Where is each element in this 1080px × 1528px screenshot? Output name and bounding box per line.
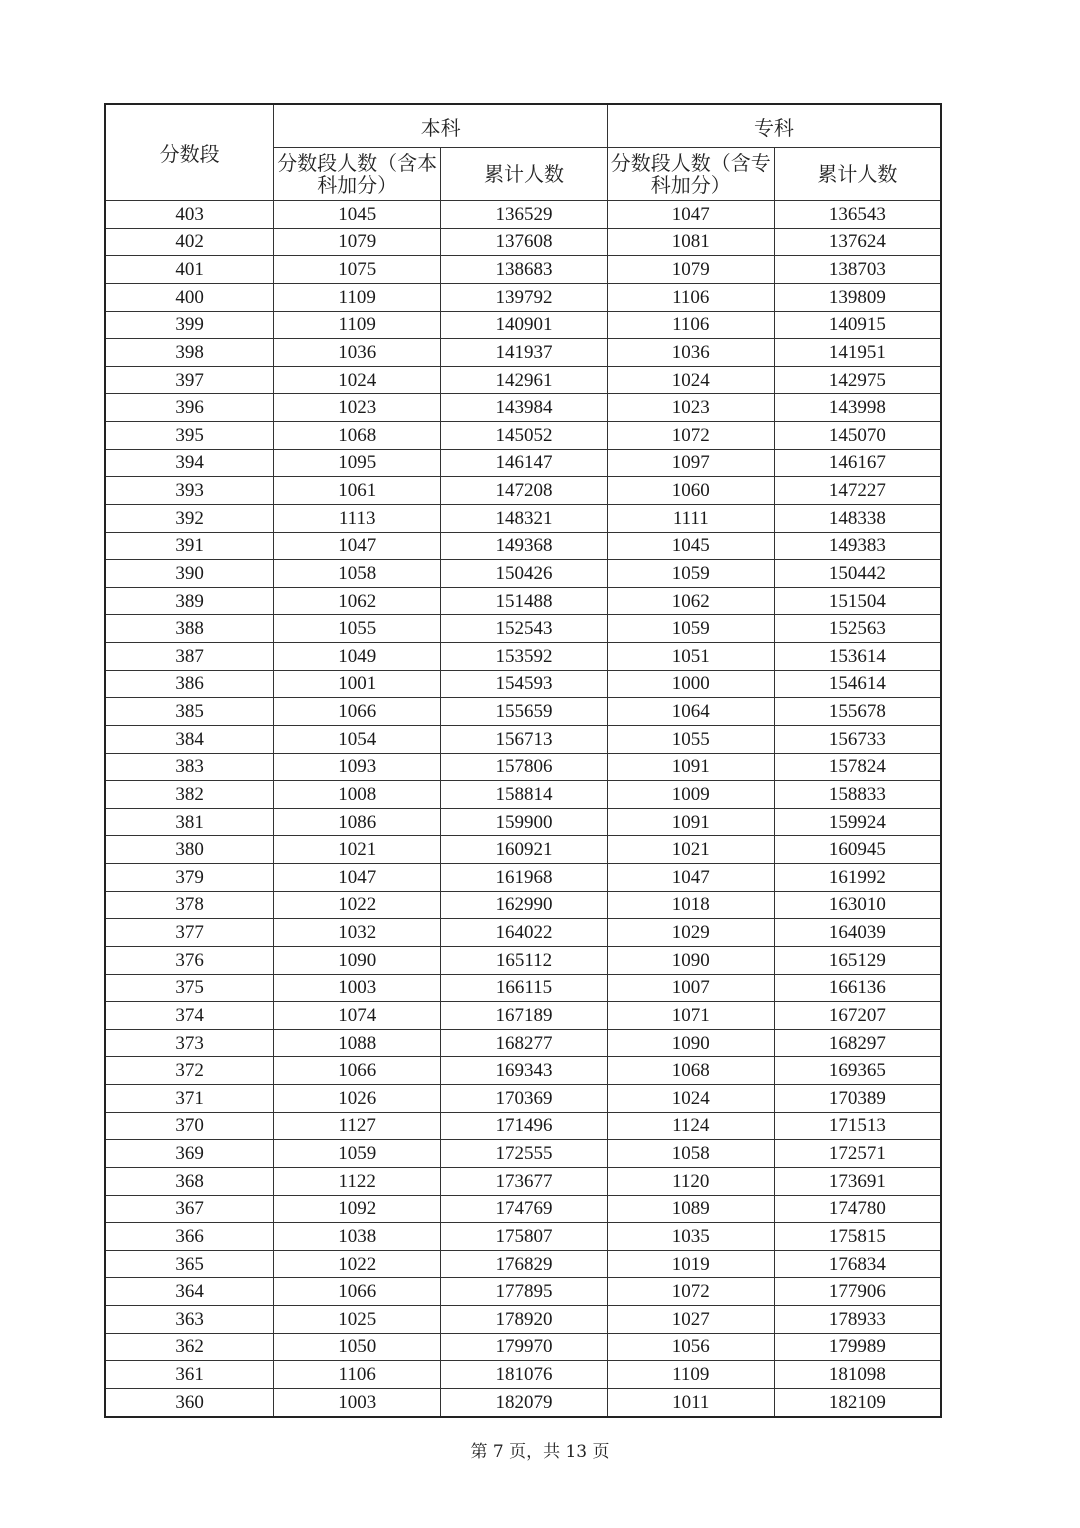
table-row: [105, 311, 941, 339]
vocational-count-cell: 1111: [607, 504, 774, 532]
undergrad-count-cell: 1088: [274, 1029, 441, 1057]
vocational-count-cell: 1058: [607, 1140, 774, 1168]
score-cell: 380: [105, 836, 274, 864]
vocational-cumulative-cell: 156733: [774, 725, 941, 753]
vocational-cumulative-cell: 137624: [774, 228, 941, 256]
score-cell: 392: [105, 504, 274, 532]
table-row: [105, 339, 941, 367]
vocational-count-cell: 1064: [607, 698, 774, 726]
vocational-cumulative-cell: 148338: [774, 504, 941, 532]
undergrad-count-cell: 1066: [274, 1057, 441, 1085]
table-row: [105, 891, 941, 919]
undergrad-count-cell: 1122: [274, 1167, 441, 1195]
header-undergrad-cumulative: 累计人数: [441, 148, 608, 201]
score-cell: 381: [105, 808, 274, 836]
undergrad-cumulative-cell: 182079: [441, 1388, 608, 1416]
score-cell: 397: [105, 366, 274, 394]
score-cell: 372: [105, 1057, 274, 1085]
vocational-cumulative-cell: 157824: [774, 753, 941, 781]
vocational-cumulative-cell: 166136: [774, 974, 941, 1002]
vocational-cumulative-cell: 178933: [774, 1306, 941, 1334]
table-row: [105, 366, 941, 394]
vocational-count-cell: 1007: [607, 974, 774, 1002]
undergrad-count-cell: 1050: [274, 1333, 441, 1361]
vocational-cumulative-cell: 140915: [774, 311, 941, 339]
vocational-cumulative-cell: 168297: [774, 1029, 941, 1057]
undergrad-cumulative-cell: 167189: [441, 1002, 608, 1030]
undergrad-count-cell: 1075: [274, 256, 441, 284]
vocational-count-cell: 1090: [607, 946, 774, 974]
table-row: [105, 422, 941, 450]
undergrad-count-cell: 1059: [274, 1140, 441, 1168]
table-row: [105, 1085, 941, 1113]
table-row: [105, 1361, 941, 1389]
undergrad-count-cell: 1024: [274, 366, 441, 394]
undergrad-cumulative-cell: 169343: [441, 1057, 608, 1085]
undergrad-cumulative-cell: 170369: [441, 1085, 608, 1113]
table-row: [105, 1002, 941, 1030]
vocational-cumulative-cell: 149383: [774, 532, 941, 560]
score-cell: 395: [105, 422, 274, 450]
undergrad-cumulative-cell: 158814: [441, 781, 608, 809]
vocational-count-cell: 1124: [607, 1112, 774, 1140]
vocational-count-cell: 1047: [607, 201, 774, 229]
undergrad-count-cell: 1021: [274, 836, 441, 864]
vocational-cumulative-cell: 150442: [774, 560, 941, 588]
vocational-count-cell: 1059: [607, 560, 774, 588]
vocational-cumulative-cell: 152563: [774, 615, 941, 643]
score-cell: 377: [105, 919, 274, 947]
vocational-count-cell: 1011: [607, 1388, 774, 1416]
vocational-cumulative-cell: 161992: [774, 864, 941, 892]
undergrad-count-cell: 1074: [274, 1002, 441, 1030]
vocational-count-cell: 1106: [607, 283, 774, 311]
table-row: [105, 781, 941, 809]
undergrad-count-cell: 1086: [274, 808, 441, 836]
vocational-cumulative-cell: 163010: [774, 891, 941, 919]
vocational-cumulative-cell: 164039: [774, 919, 941, 947]
score-cell: 391: [105, 532, 274, 560]
vocational-count-cell: 1036: [607, 339, 774, 367]
vocational-cumulative-cell: 153614: [774, 643, 941, 671]
vocational-cumulative-cell: 141951: [774, 339, 941, 367]
undergrad-cumulative-cell: 177895: [441, 1278, 608, 1306]
score-cell: 387: [105, 643, 274, 671]
vocational-cumulative-cell: 165129: [774, 946, 941, 974]
undergrad-count-cell: 1003: [274, 974, 441, 1002]
vocational-cumulative-cell: 173691: [774, 1167, 941, 1195]
undergrad-cumulative-cell: 156713: [441, 725, 608, 753]
table-row: [105, 201, 941, 229]
vocational-cumulative-cell: 136543: [774, 201, 941, 229]
undergrad-cumulative-cell: 145052: [441, 422, 608, 450]
undergrad-cumulative-cell: 142961: [441, 366, 608, 394]
header-vocational-cumulative: 累计人数: [774, 148, 941, 201]
score-cell: 364: [105, 1278, 274, 1306]
undergrad-cumulative-cell: 175807: [441, 1223, 608, 1251]
table-row: [105, 836, 941, 864]
vocational-count-cell: 1109: [607, 1361, 774, 1389]
undergrad-count-cell: 1026: [274, 1085, 441, 1113]
vocational-count-cell: 1000: [607, 670, 774, 698]
score-cell: 365: [105, 1250, 274, 1278]
score-cell: 403: [105, 201, 274, 229]
undergrad-cumulative-cell: 181076: [441, 1361, 608, 1389]
undergrad-cumulative-cell: 141937: [441, 339, 608, 367]
score-cell: 382: [105, 781, 274, 809]
vocational-count-cell: 1055: [607, 725, 774, 753]
vocational-cumulative-cell: 167207: [774, 1002, 941, 1030]
vocational-count-cell: 1019: [607, 1250, 774, 1278]
vocational-count-cell: 1024: [607, 1085, 774, 1113]
vocational-count-cell: 1106: [607, 311, 774, 339]
table-row: [105, 946, 941, 974]
table-row: [105, 1333, 941, 1361]
undergrad-cumulative-cell: 173677: [441, 1167, 608, 1195]
undergrad-count-cell: 1109: [274, 283, 441, 311]
undergrad-cumulative-cell: 151488: [441, 587, 608, 615]
table-row: [105, 1306, 941, 1334]
undergrad-count-cell: 1066: [274, 698, 441, 726]
undergrad-cumulative-cell: 146147: [441, 449, 608, 477]
table-row: [105, 1029, 941, 1057]
undergrad-cumulative-cell: 160921: [441, 836, 608, 864]
table-row: [105, 670, 941, 698]
score-cell: 360: [105, 1388, 274, 1416]
undergrad-count-cell: 1106: [274, 1361, 441, 1389]
table-row: [105, 587, 941, 615]
undergrad-cumulative-cell: 161968: [441, 864, 608, 892]
vocational-count-cell: 1091: [607, 808, 774, 836]
vocational-cumulative-cell: 143998: [774, 394, 941, 422]
score-cell: 386: [105, 670, 274, 698]
table-row: [105, 1388, 941, 1416]
vocational-count-cell: 1045: [607, 532, 774, 560]
table-row: [105, 864, 941, 892]
table-row: [105, 1112, 941, 1140]
table-row: [105, 1250, 941, 1278]
score-cell: 371: [105, 1085, 274, 1113]
table-row: [105, 974, 941, 1002]
table-row: [105, 919, 941, 947]
undergrad-count-cell: 1079: [274, 228, 441, 256]
undergrad-cumulative-cell: 166115: [441, 974, 608, 1002]
undergrad-cumulative-cell: 136529: [441, 201, 608, 229]
undergrad-count-cell: 1127: [274, 1112, 441, 1140]
undergrad-cumulative-cell: 165112: [441, 946, 608, 974]
vocational-count-cell: 1009: [607, 781, 774, 809]
vocational-cumulative-cell: 179989: [774, 1333, 941, 1361]
vocational-count-cell: 1071: [607, 1002, 774, 1030]
vocational-count-cell: 1097: [607, 449, 774, 477]
undergrad-cumulative-cell: 149368: [441, 532, 608, 560]
vocational-cumulative-cell: 160945: [774, 836, 941, 864]
undergrad-cumulative-cell: 143984: [441, 394, 608, 422]
vocational-cumulative-cell: 176834: [774, 1250, 941, 1278]
table-row: [105, 1057, 941, 1085]
vocational-cumulative-cell: 142975: [774, 366, 941, 394]
vocational-count-cell: 1035: [607, 1223, 774, 1251]
score-cell: 379: [105, 864, 274, 892]
table-row: [105, 504, 941, 532]
undergrad-cumulative-cell: 168277: [441, 1029, 608, 1057]
vocational-cumulative-cell: 172571: [774, 1140, 941, 1168]
score-cell: 394: [105, 449, 274, 477]
vocational-count-cell: 1027: [607, 1306, 774, 1334]
vocational-cumulative-cell: 177906: [774, 1278, 941, 1306]
vocational-count-cell: 1024: [607, 366, 774, 394]
undergrad-count-cell: 1113: [274, 504, 441, 532]
vocational-count-cell: 1090: [607, 1029, 774, 1057]
vocational-count-cell: 1059: [607, 615, 774, 643]
score-cell: 399: [105, 311, 274, 339]
vocational-cumulative-cell: 182109: [774, 1388, 941, 1416]
undergrad-cumulative-cell: 157806: [441, 753, 608, 781]
score-cell: 388: [105, 615, 274, 643]
vocational-count-cell: 1062: [607, 587, 774, 615]
table-row: [105, 643, 941, 671]
score-cell: 369: [105, 1140, 274, 1168]
table-row: [105, 1167, 941, 1195]
vocational-cumulative-cell: 175815: [774, 1223, 941, 1251]
vocational-cumulative-cell: 174780: [774, 1195, 941, 1223]
undergrad-count-cell: 1047: [274, 864, 441, 892]
header-undergrad-count: 分数段人数（含本科加分）: [274, 148, 441, 201]
undergrad-count-cell: 1058: [274, 560, 441, 588]
score-cell: 400: [105, 283, 274, 311]
score-cell: 376: [105, 946, 274, 974]
undergrad-cumulative-cell: 154593: [441, 670, 608, 698]
score-cell: 375: [105, 974, 274, 1002]
score-cell: 393: [105, 477, 274, 505]
undergrad-count-cell: 1038: [274, 1223, 441, 1251]
vocational-cumulative-cell: 158833: [774, 781, 941, 809]
score-distribution-table: [104, 103, 942, 1418]
undergrad-count-cell: 1068: [274, 422, 441, 450]
vocational-count-cell: 1079: [607, 256, 774, 284]
score-cell: 374: [105, 1002, 274, 1030]
score-cell: 367: [105, 1195, 274, 1223]
undergrad-count-cell: 1054: [274, 725, 441, 753]
header-score-band: 分数段: [105, 104, 274, 201]
undergrad-count-cell: 1001: [274, 670, 441, 698]
table-row: [105, 532, 941, 560]
table-row: [105, 394, 941, 422]
undergrad-cumulative-cell: 178920: [441, 1306, 608, 1334]
undergrad-cumulative-cell: 179970: [441, 1333, 608, 1361]
vocational-cumulative-cell: 145070: [774, 422, 941, 450]
score-cell: 363: [105, 1306, 274, 1334]
score-cell: 368: [105, 1167, 274, 1195]
vocational-count-cell: 1056: [607, 1333, 774, 1361]
table-row: [105, 1195, 941, 1223]
undergrad-count-cell: 1092: [274, 1195, 441, 1223]
page-footer: 第 7 页，共 13 页: [470, 1442, 610, 1462]
score-cell: 366: [105, 1223, 274, 1251]
vocational-count-cell: 1120: [607, 1167, 774, 1195]
score-cell: 383: [105, 753, 274, 781]
undergrad-count-cell: 1045: [274, 201, 441, 229]
undergrad-count-cell: 1047: [274, 532, 441, 560]
vocational-cumulative-cell: 151504: [774, 587, 941, 615]
table-row: [105, 256, 941, 284]
vocational-count-cell: 1068: [607, 1057, 774, 1085]
table-row: [105, 560, 941, 588]
table-row: [105, 449, 941, 477]
undergrad-cumulative-cell: 139792: [441, 283, 608, 311]
score-cell: 385: [105, 698, 274, 726]
vocational-cumulative-cell: 146167: [774, 449, 941, 477]
score-cell: 398: [105, 339, 274, 367]
undergrad-count-cell: 1023: [274, 394, 441, 422]
score-cell: 384: [105, 725, 274, 753]
undergrad-count-cell: 1055: [274, 615, 441, 643]
table-row: [105, 228, 941, 256]
undergrad-count-cell: 1025: [274, 1306, 441, 1334]
undergrad-count-cell: 1032: [274, 919, 441, 947]
vocational-count-cell: 1089: [607, 1195, 774, 1223]
undergrad-cumulative-cell: 148321: [441, 504, 608, 532]
table-row: [105, 725, 941, 753]
undergrad-count-cell: 1061: [274, 477, 441, 505]
undergrad-cumulative-cell: 138683: [441, 256, 608, 284]
table-row: [105, 615, 941, 643]
vocational-cumulative-cell: 154614: [774, 670, 941, 698]
undergrad-count-cell: 1003: [274, 1388, 441, 1416]
undergrad-cumulative-cell: 159900: [441, 808, 608, 836]
undergrad-count-cell: 1090: [274, 946, 441, 974]
undergrad-cumulative-cell: 153592: [441, 643, 608, 671]
undergrad-cumulative-cell: 172555: [441, 1140, 608, 1168]
undergrad-cumulative-cell: 147208: [441, 477, 608, 505]
table-body: [105, 201, 941, 1417]
table-row: [105, 477, 941, 505]
vocational-count-cell: 1018: [607, 891, 774, 919]
vocational-count-cell: 1081: [607, 228, 774, 256]
undergrad-cumulative-cell: 152543: [441, 615, 608, 643]
table-row: [105, 808, 941, 836]
score-cell: 370: [105, 1112, 274, 1140]
score-cell: 389: [105, 587, 274, 615]
undergrad-cumulative-cell: 164022: [441, 919, 608, 947]
undergrad-count-cell: 1022: [274, 1250, 441, 1278]
score-cell: 361: [105, 1361, 274, 1389]
vocational-count-cell: 1047: [607, 864, 774, 892]
undergrad-count-cell: 1036: [274, 339, 441, 367]
vocational-cumulative-cell: 155678: [774, 698, 941, 726]
vocational-count-cell: 1021: [607, 836, 774, 864]
undergrad-cumulative-cell: 162990: [441, 891, 608, 919]
score-cell: 378: [105, 891, 274, 919]
undergrad-count-cell: 1109: [274, 311, 441, 339]
table-row: [105, 1278, 941, 1306]
vocational-count-cell: 1091: [607, 753, 774, 781]
vocational-count-cell: 1029: [607, 919, 774, 947]
undergrad-cumulative-cell: 155659: [441, 698, 608, 726]
vocational-cumulative-cell: 147227: [774, 477, 941, 505]
undergrad-cumulative-cell: 137608: [441, 228, 608, 256]
header-undergrad: 本科: [274, 104, 608, 148]
score-cell: 362: [105, 1333, 274, 1361]
vocational-count-cell: 1060: [607, 477, 774, 505]
header-vocational: 专科: [607, 104, 941, 148]
table-row: [105, 1140, 941, 1168]
score-cell: 396: [105, 394, 274, 422]
table-row: [105, 753, 941, 781]
vocational-count-cell: 1072: [607, 422, 774, 450]
undergrad-count-cell: 1049: [274, 643, 441, 671]
undergrad-count-cell: 1062: [274, 587, 441, 615]
vocational-cumulative-cell: 138703: [774, 256, 941, 284]
score-cell: 373: [105, 1029, 274, 1057]
undergrad-cumulative-cell: 176829: [441, 1250, 608, 1278]
vocational-count-cell: 1051: [607, 643, 774, 671]
vocational-cumulative-cell: 139809: [774, 283, 941, 311]
vocational-cumulative-cell: 159924: [774, 808, 941, 836]
vocational-cumulative-cell: 169365: [774, 1057, 941, 1085]
score-cell: 390: [105, 560, 274, 588]
undergrad-count-cell: 1008: [274, 781, 441, 809]
table-row: [105, 283, 941, 311]
undergrad-cumulative-cell: 150426: [441, 560, 608, 588]
table-row: [105, 1223, 941, 1251]
score-cell: 401: [105, 256, 274, 284]
undergrad-cumulative-cell: 140901: [441, 311, 608, 339]
vocational-cumulative-cell: 181098: [774, 1361, 941, 1389]
table-row: [105, 698, 941, 726]
vocational-count-cell: 1023: [607, 394, 774, 422]
vocational-cumulative-cell: 171513: [774, 1112, 941, 1140]
header-vocational-count: 分数段人数（含专科加分）: [607, 148, 774, 201]
undergrad-count-cell: 1022: [274, 891, 441, 919]
vocational-count-cell: 1072: [607, 1278, 774, 1306]
score-cell: 402: [105, 228, 274, 256]
undergrad-count-cell: 1095: [274, 449, 441, 477]
undergrad-count-cell: 1066: [274, 1278, 441, 1306]
vocational-cumulative-cell: 170389: [774, 1085, 941, 1113]
undergrad-cumulative-cell: 174769: [441, 1195, 608, 1223]
undergrad-count-cell: 1093: [274, 753, 441, 781]
undergrad-cumulative-cell: 171496: [441, 1112, 608, 1140]
